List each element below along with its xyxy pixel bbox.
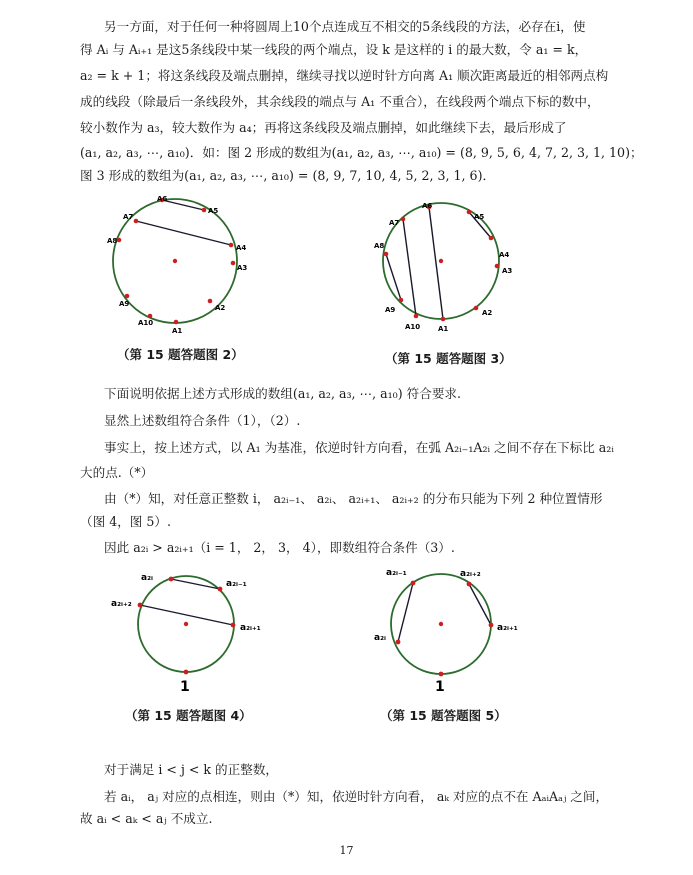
fig2-point [174, 320, 179, 325]
fig5-point [411, 581, 416, 586]
fig5-center [439, 622, 443, 626]
fig4-label: a₂ᵢ [141, 573, 153, 583]
fig3-point [467, 210, 472, 215]
fig5-label: a₂ᵢ₊₂ [460, 569, 481, 579]
fig2-label: A10 [138, 319, 154, 327]
fig2-label: A6 [157, 195, 168, 203]
fig3-label: A5 [474, 213, 485, 221]
fig4-center [184, 622, 188, 626]
fig2-point [208, 299, 213, 304]
fig3-label: A10 [405, 323, 421, 331]
figure-5-caption: （第 15 题答题图 5） [380, 708, 507, 723]
fig5-point [439, 672, 444, 677]
text-line: a₂ = k + 1；将这条线段及端点删掉，继续寻找以逆时针方向离 A₁ 顺次距离最近的相邻两点构 [80, 68, 609, 83]
fig3-label: A1 [438, 325, 449, 333]
text-line: 若 aᵢ， aⱼ 对应的点相连，则由（*）知，依逆时针方向看， aₖ 对应的点不在 AₐᵢAₐⱼ 之间， [104, 789, 609, 804]
text-line: 大的点.（*） [80, 465, 154, 480]
fig3-label: A6 [422, 202, 433, 210]
figure-2-caption: （第 15 题答题图 2） [117, 347, 244, 362]
fig3-label: A4 [499, 251, 510, 259]
fig3-chord [403, 219, 416, 316]
fig3-label: A8 [374, 242, 385, 250]
fig3-center [439, 259, 443, 263]
figure-4-caption: （第 15 题答题图 4） [125, 708, 252, 723]
page-number: 17 [339, 844, 354, 857]
figure-5 [368, 562, 528, 696]
fig4-label: a₂ᵢ₊₂ [111, 599, 132, 609]
text-line: 对于满足 i < j < k 的正整数， [104, 762, 279, 777]
fig3-label: A7 [389, 219, 400, 227]
text-line: 图 3 形成的数组为(a₁, a₂, a₃, ⋯, a₁₀) = (8, 9, 7, 10, 4, 5, 2, 3, 1, 6)． [80, 168, 496, 183]
fig2-label: A8 [107, 237, 118, 245]
text-line: 因此 a₂ᵢ > a₂ᵢ₊₁（i = 1， 2， 3， 4），即数组符合条件（3）. [104, 540, 455, 555]
fig3-point [441, 317, 446, 322]
text-line: （图 4，图 5）. [80, 514, 172, 529]
fig3-point [414, 314, 419, 319]
text-line: 故 aᵢ < aₖ < aⱼ 不成立. [80, 811, 213, 826]
fig2-point [134, 219, 139, 224]
fig3-point [495, 264, 500, 269]
fig5-label: a₂ᵢ [374, 633, 386, 643]
text-line: 显然上述数组符合条件（1），（2）. [104, 413, 301, 428]
text-line: 另一方面，对于任何一种将圆周上10个点连成互不相交的5条线段的方法，必存在i，使 [104, 19, 586, 34]
fig5-chord [398, 583, 413, 642]
fig5-point [489, 623, 494, 628]
fig4-bottom-label: 1 [180, 679, 190, 695]
text-line: (a₁, a₂, a₃, ⋯, a₁₀)．如：图 2 形成的数组为(a₁, a₂, a₃, ⋯, a₁₀) = (8, 9, 5, 6, 4, 7, 2, 3, 1, 10)； [80, 145, 643, 160]
text-line: 下面说明依据上述方式形成的数组(a₁, a₂, a₃, ⋯, a₁₀) 符合要求. [104, 386, 462, 401]
fig2-point [117, 238, 122, 243]
fig4-point [218, 587, 223, 592]
text-line: 得 Aᵢ 与 Aᵢ₊₁ 是这5条线段中某一线段的两个端点，设 k 是这样的 i 的最大数，令 a₁ = k， [80, 42, 588, 57]
fig2-point [125, 294, 130, 299]
text-line: 较小数作为 a₃，较大数作为 a₄；再将这条线段及端点删掉，如此继续下去，最后形成了 [80, 120, 567, 135]
fig3-label: A3 [502, 267, 513, 275]
fig5-label: a₂ᵢ₋₁ [386, 568, 407, 578]
figure-4 [110, 566, 270, 696]
fig2-label: A4 [236, 244, 247, 252]
fig2-chord [136, 221, 231, 245]
fig3-label: A2 [482, 309, 493, 317]
fig2-label: A3 [237, 264, 248, 272]
fig2-label: A9 [119, 300, 130, 308]
fig4-point [184, 670, 189, 675]
text-line: 成的线段（除最后一条线段外，其余线段的端点与 A₁ 不重合），在线段两个端点下标的数中， [80, 94, 600, 109]
fig3-point [384, 252, 389, 257]
fig2-chord [162, 200, 204, 210]
fig2-label: A7 [123, 213, 134, 221]
fig4-point [138, 603, 143, 608]
figure-3 [372, 196, 522, 346]
fig3-point [474, 306, 479, 311]
fig3-point [399, 298, 404, 303]
text-line: 事实上，按上述方式，以 A₁ 为基准，依逆时针方向看，在弧 A₂ᵢ₋₁A₂ᵢ 之间不存在下标比 a₂ᵢ [104, 440, 614, 455]
figure-2 [100, 190, 270, 340]
text-line: 由（*）知，对任意正整数 i， a₂ᵢ₋₁、 a₂ᵢ、 a₂ᵢ₊₁、 a₂ᵢ₊₂ 的分布只能为下列 2 种位置情形 [104, 491, 603, 506]
fig2-label: A1 [172, 327, 183, 335]
fig2-label: A2 [215, 304, 226, 312]
fig5-point [396, 640, 401, 645]
fig3-label: A9 [385, 306, 396, 314]
fig5-point [467, 582, 472, 587]
figure-3-caption: （第 15 题答题图 3） [385, 351, 512, 366]
fig2-point [231, 261, 236, 266]
fig2-point [229, 243, 234, 248]
fig2-point [148, 314, 153, 319]
fig2-label: A5 [208, 207, 219, 215]
fig3-point [489, 236, 494, 241]
fig5-label: a₂ᵢ₊₁ [497, 623, 518, 633]
fig3-point [401, 217, 406, 222]
fig4-point [169, 577, 174, 582]
fig4-label: a₂ᵢ₋₁ [226, 579, 247, 589]
fig4-label: a₂ᵢ₊₁ [240, 623, 261, 633]
fig5-bottom-label: 1 [435, 679, 445, 695]
fig2-point [202, 208, 207, 213]
fig4-point [231, 623, 236, 628]
fig2-center [173, 259, 177, 263]
